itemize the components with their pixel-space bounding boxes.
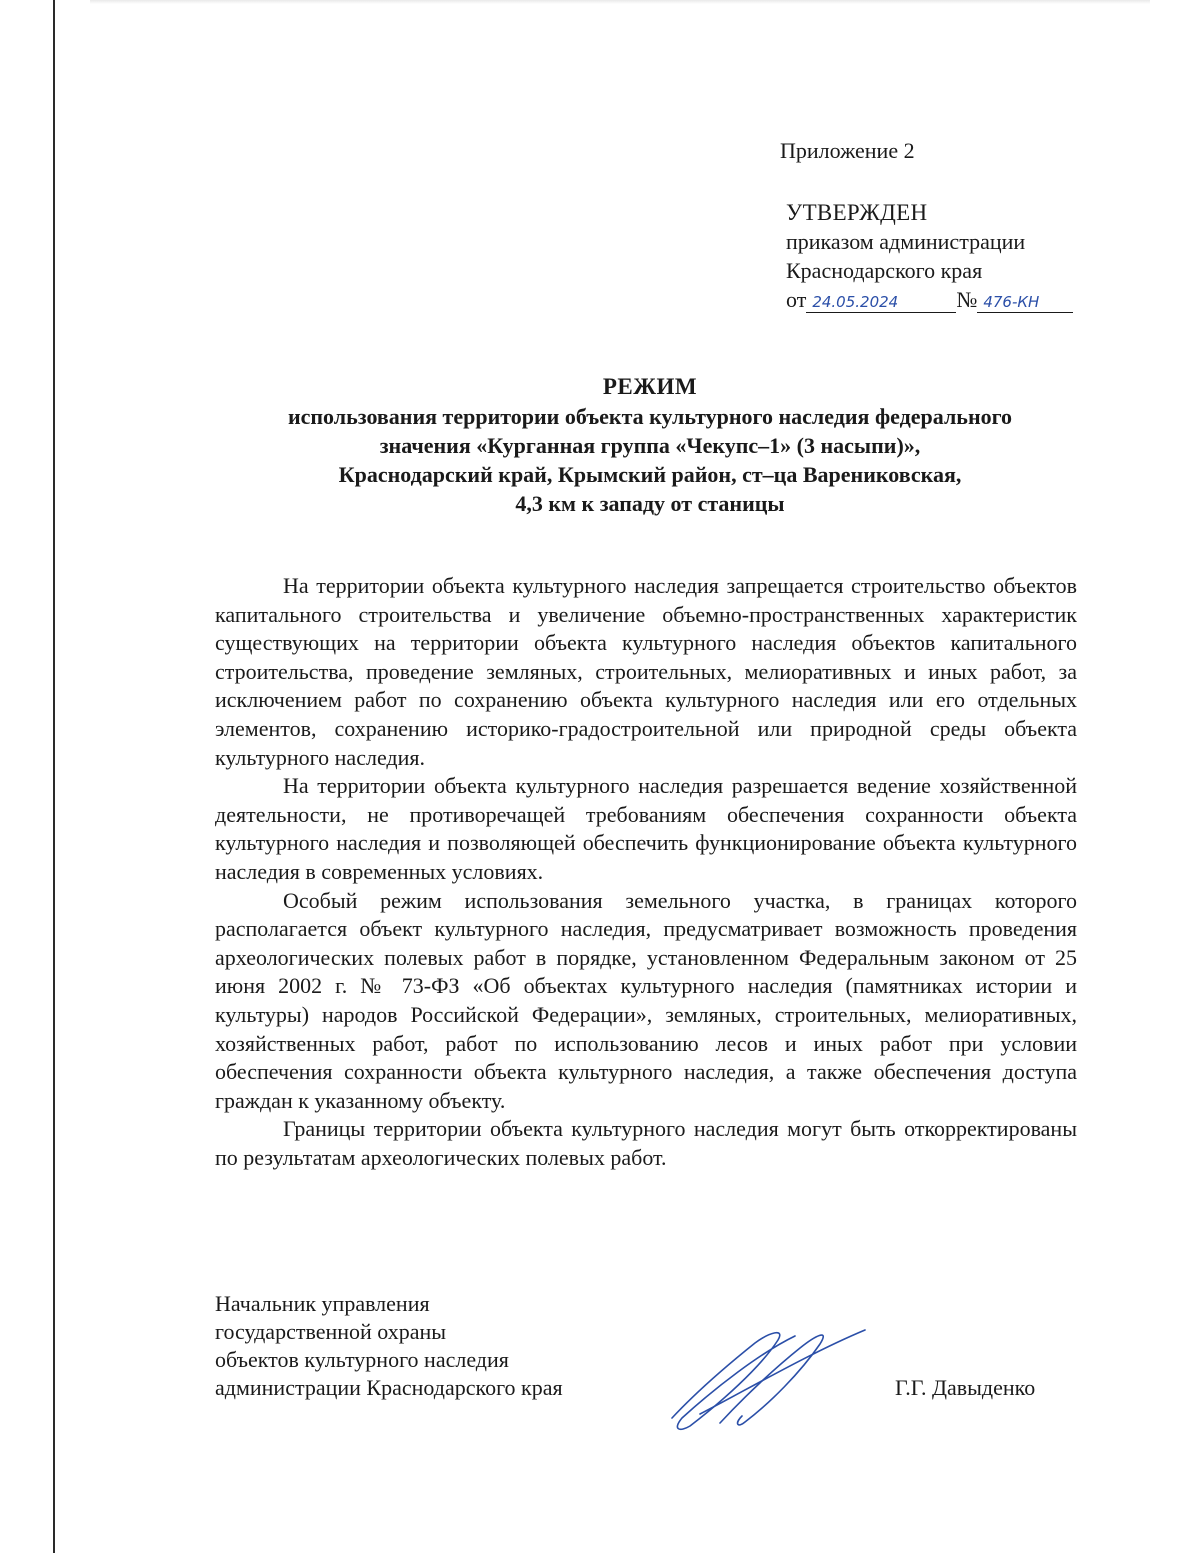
annex-label: Приложение 2 [780, 138, 915, 163]
position-line-1: Начальник управления [215, 1291, 430, 1316]
date-prefix: от [786, 287, 807, 312]
number-prefix: № [956, 287, 978, 312]
handwritten-number: 476-КН [977, 292, 1073, 313]
handwritten-date: 24.05.2024 [806, 292, 956, 313]
handwritten-signature [660, 1318, 880, 1438]
title-line-4: 4,3 км к западу от станицы [515, 491, 785, 516]
position-line-3: объектов культурного наследия [215, 1347, 509, 1372]
signatory-name: Г.Г. Давыденко [895, 1375, 1036, 1400]
document-body [215, 572, 1077, 1172]
approval-block [786, 198, 1073, 314]
approval-title: УТВЕРЖДЕН [786, 200, 928, 225]
title-line-2: значения «Курганная группа «Чекупс–1» (3 насыпи)», [379, 433, 921, 458]
document-title-block [150, 372, 1150, 518]
paragraph-3: Особый режим использования земельного участка, в границах которого располагается объект культурного наследия, предусматривает возможность проведения археологических полевых работ в порядке, установленном Федеральным законом от 25 июня 2002 г. № 73-ФЗ «Об объектах культурного наследия (памятниках истории и культуры) народов Российской Федерации», земляных, строительных, мелиоративных, хозяйственных работ, работ по использованию лесов и иных работ при условии обеспечения сохранности объекта культурного наследия, а также обеспечения доступа граждан к указанному объекту. [215, 887, 1077, 1113]
scan-left-edge [53, 0, 55, 1553]
title-line-1: использования территории объекта культурного наследия федерального [287, 404, 1013, 429]
position-line-2: государственной охраны [215, 1319, 447, 1344]
scan-top-edge [90, 0, 1150, 4]
paragraph-2: На территории объекта культурного наследия разрешается ведение хозяйственной деятельности, не противоречащей требованиям обеспечения сохранности объекта культурного наследия и позволяющей обеспечить функционирование объекта культурного наследия в современных условиях. [215, 773, 1077, 884]
approval-line-1: приказом администрации [786, 229, 1026, 254]
paragraph-4: Границы территории объекта культурного наследия могут быть откорректированы по результатам археологических полевых работ. [215, 1116, 1077, 1170]
approval-line-2: Краснодарского края [786, 258, 983, 283]
position-line-4: администрации Краснодарского края [215, 1375, 563, 1400]
approval-date-line [786, 285, 1073, 314]
paragraph-1: На территории объекта культурного наследия запрещается строительство объектов капитального строительства и увеличение объемно-пространственных характеристик существующих на территории объекта культурного наследия объектов капитального строительства, проведение земляных, строительных, мелиоративных и иных работ, за исключением работ по сохранению объекта культурного наследия или его отдельных элементов, сохранению историко-градостроительной или природной среды объекта культурного наследия. [215, 573, 1077, 770]
document-title: РЕЖИМ [602, 374, 698, 399]
signatory-position [215, 1290, 563, 1402]
title-line-3: Краснодарский край, Крымский район, ст–ца Варениковская, [338, 462, 962, 487]
